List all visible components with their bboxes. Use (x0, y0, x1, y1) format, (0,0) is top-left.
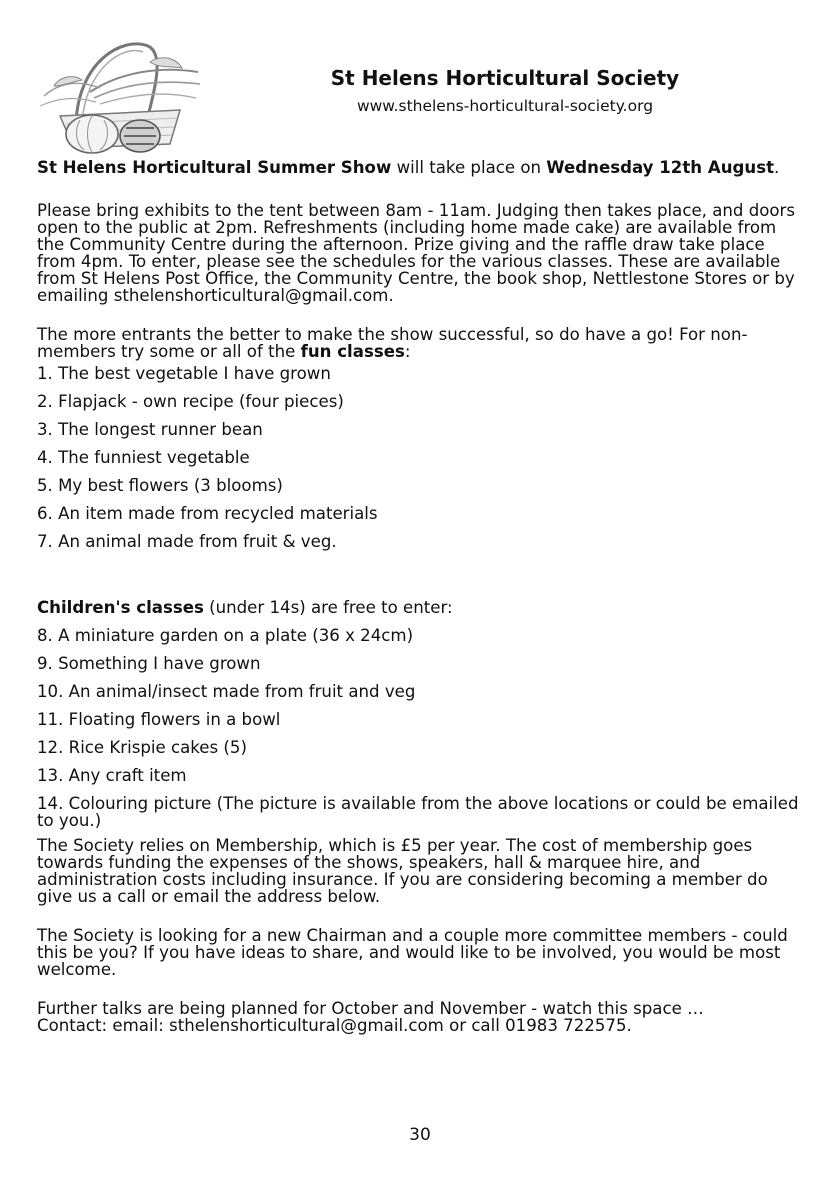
header (300, 64, 710, 118)
list-item: 14. Colouring picture (The picture is available from the above locations or could be emailed to you.) (37, 794, 799, 830)
list-item: 10. An animal/insect made from fruit and veg (37, 682, 416, 701)
children-intro-text: (under 14s) are free to enter: (203, 598, 453, 617)
list-item: 9. Something I have grown (37, 654, 261, 673)
talks-paragraph: Further talks are being planned for October and November - watch this space … (37, 999, 704, 1018)
vegetable-basket-illustration (30, 32, 202, 154)
show-date: Wednesday 12th August (546, 158, 775, 177)
list-item: 13. Any craft item (37, 766, 187, 785)
announcement-end: . (774, 158, 780, 177)
list-item: 12. Rice Krispie cakes (5) (37, 738, 247, 757)
list-item: 3. The longest runner bean (37, 420, 263, 439)
list-item: 2. Flapjack - own recipe (four pieces) (37, 392, 344, 411)
children-classes-intro (37, 594, 807, 622)
show-name: St Helens Horticultural Summer Show (37, 158, 392, 177)
list-item: 8. A miniature garden on a plate (36 x 24cm) (37, 626, 414, 645)
list-item: 4. The funniest vegetable (37, 448, 250, 467)
fun-classes-intro (37, 326, 807, 360)
show-details: Please bring exhibits to the tent between 8am - 11am. Judging then takes place, and doors open to the public at 2pm. Refreshments (including home made cake) are available from the Community Centre during the afternoon. Prize giving and the raffle draw take place from 4pm. To enter, please see the schedules for the various classes. These are available from St Helens Post Office, the Community Centre, the book shop, Nettlestone Stores or by emailing sthelenshorticultural@gmail.com. (37, 201, 796, 305)
fun-intro-end: : (404, 342, 411, 361)
article-body (37, 156, 807, 1034)
announcement-middle: will take place on (391, 158, 547, 177)
list-item: 6. An item made from recycled materials (37, 504, 378, 523)
website-url[interactable]: www.sthelens-horticultural-society.org (356, 97, 654, 115)
committee-paragraph: The Society is looking for a new Chairman and a couple more committee members - could this be you? If you have ideas to share, and would like to be involved, you would be most welcome. (37, 926, 788, 979)
fun-classes-label: fun classes (300, 342, 405, 361)
fun-classes-list (37, 360, 807, 556)
page-title: St Helens Horticultural Society (330, 66, 680, 90)
membership-paragraph: The Society relies on Membership, which is £5 per year. The cost of membership goes towards funding the expenses of the shows, speakers, hall & marquee hire, and administration costs including insurance. If you are considering becoming a member do give us a call or email the address below. (37, 836, 768, 906)
list-item: 7. An animal made from fruit & veg. (37, 532, 337, 551)
children-classes-label: Children's classes (37, 598, 204, 617)
contact-line: Contact: email: sthelenshorticultural@gmail.com or call 01983 722575. (37, 1016, 632, 1035)
page-number: 30 (409, 1125, 431, 1145)
list-item: 5. My best flowers (3 blooms) (37, 476, 283, 495)
fun-intro-text: The more entrants the better to make the show successful, so do have a go! For non-members try some or all of the (37, 325, 748, 361)
children-classes-list (37, 622, 807, 831)
list-item: 1. The best vegetable I have grown (37, 364, 331, 383)
announcement (37, 156, 807, 180)
list-item: 11. Floating flowers in a bowl (37, 710, 281, 729)
